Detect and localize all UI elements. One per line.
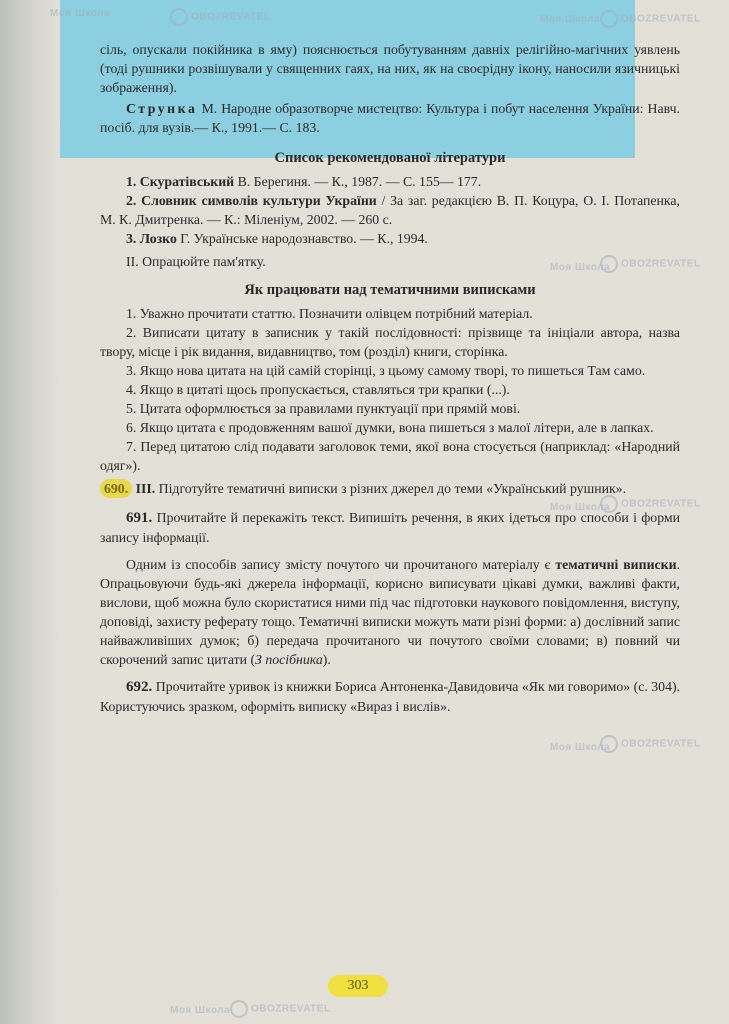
watermark: OBOZREVATEL <box>600 735 701 753</box>
memo-item: 1. Уважно прочитати статтю. Позначити олівцем потрібний матеріал. <box>126 306 533 321</box>
memo-item: 6. Якщо цитата є продовженням вашої думки, вона пишеться з малої літери, але в лапках. <box>126 420 654 435</box>
exercise-692: 692. Прочитайте уривок із книжки Бориса Антоненка-Давидовича «Як ми говоримо» (с. 304). Користуючись зразком, оформіть виписку «Вираз і вислів». <box>100 679 681 714</box>
watermark: OBOZREVATEL <box>600 255 701 273</box>
quote-source <box>100 99 680 137</box>
watermark: Моя Школа <box>540 14 601 25</box>
book-spine <box>0 0 60 1024</box>
exercise-690: 690. III. Підготуйте тематичні виписки з різних джерел до теми «Український рушник». <box>100 479 680 498</box>
watermark: Моя Школа <box>550 262 611 273</box>
lit-item-2: 2. Словник символів культури України / За заг. редакцією В. П. Коцура, О. І. Потапенка, М. К. Дмитренка. — К.: Міленіум, 2002. — 260 с. <box>100 193 680 227</box>
memo-item: 3. Якщо нова цитата на цій самій сторінці, з цьому самому творі, то пишеться Там само. <box>126 363 646 378</box>
memo-item: 2. Виписати цитату в записник у такій послідовності: прізвище та ініціали автора, назва твору, місце і рік видання, видавництво, том (розділ) книги, сторінка. <box>100 325 680 359</box>
watermark: Моя Школа <box>170 1005 231 1016</box>
source-rest: М. Народне образотворче мистецтво: Культура і побут населення України: Навч. посіб. для вузів.— К., 1991.— С. 183. <box>100 101 680 135</box>
exercise-691-number: 691. <box>126 510 153 526</box>
memo-item: 5. Цитата оформлюється за правилами пунктуації при прямій мові. <box>126 401 521 416</box>
source-author: Стрункa <box>126 101 198 116</box>
exercise-690-number: 690. <box>100 479 132 498</box>
exercise-691-task: 691. Прочитайте й перекажіть текст. Випишіть речення, в яких ідеться про способи і форми запису інформації. <box>100 510 680 545</box>
memo-item: 4. Якщо в цитаті щось пропускається, ставляться три крапки (...). <box>126 382 510 397</box>
watermark: OBOZREVATEL <box>600 495 701 513</box>
watermark: OBOZREVATEL <box>600 10 701 28</box>
exercise-691-body: Одним із способів запису змісту почутого чи прочитаного матеріалу є тематичні виписки. Опрацьовуючи будь-які джерела інформації, корисно виписувати цікаві думки, важливі факти, вислови, щоб можна було скористатися ними під час підготовки наукового повідомлення, виступу, доповіді, захисту реферату тощо. Тематичні виписки можуть мати різні форми: а) дослівний запис найважливіших думок; б) передача прочитаного чи почутого своїми словами; в) повний чи скорочений запис цитати (З посібника). <box>100 557 680 667</box>
page-number: 303 <box>328 975 388 997</box>
watermark: Моя Школа <box>50 8 111 19</box>
page-text <box>100 0 680 716</box>
watermark: OBOZREVATEL <box>230 1000 331 1018</box>
watermark: OBOZREVATEL <box>170 8 271 26</box>
lit-item-1: 1. Скуратівський В. Берегиня. — К., 1987. — С. 155— 177. <box>126 174 482 189</box>
textbook-page <box>50 0 729 1024</box>
quote-text: сіль, опускали покійника в яму) пояснюється побутуванням давніх релігійно-магічних уявлень (тоді рушники розвішували у священних гаях, на них, як на своєрідну ікону, наносили язичницькі зображення). <box>100 42 680 95</box>
memo-item: 7. Перед цитатою слід подавати заголовок теми, якої вона стосується (наприклад: «Народний одяг»). <box>100 439 680 473</box>
watermark: Моя Школа <box>550 742 611 753</box>
exercise-692-number: 692. <box>126 679 153 695</box>
memo-title: Як працювати над тематичними виписками <box>244 282 536 298</box>
watermark: Моя Школа <box>550 502 611 513</box>
lit-item-3: 3. Лозко Г. Українське народознавство. — К., 1994. <box>126 231 428 246</box>
step-two: II. Опрацюйте пам'ятку. <box>126 254 266 269</box>
literature-title: Список рекомендованої літератури <box>274 150 506 166</box>
